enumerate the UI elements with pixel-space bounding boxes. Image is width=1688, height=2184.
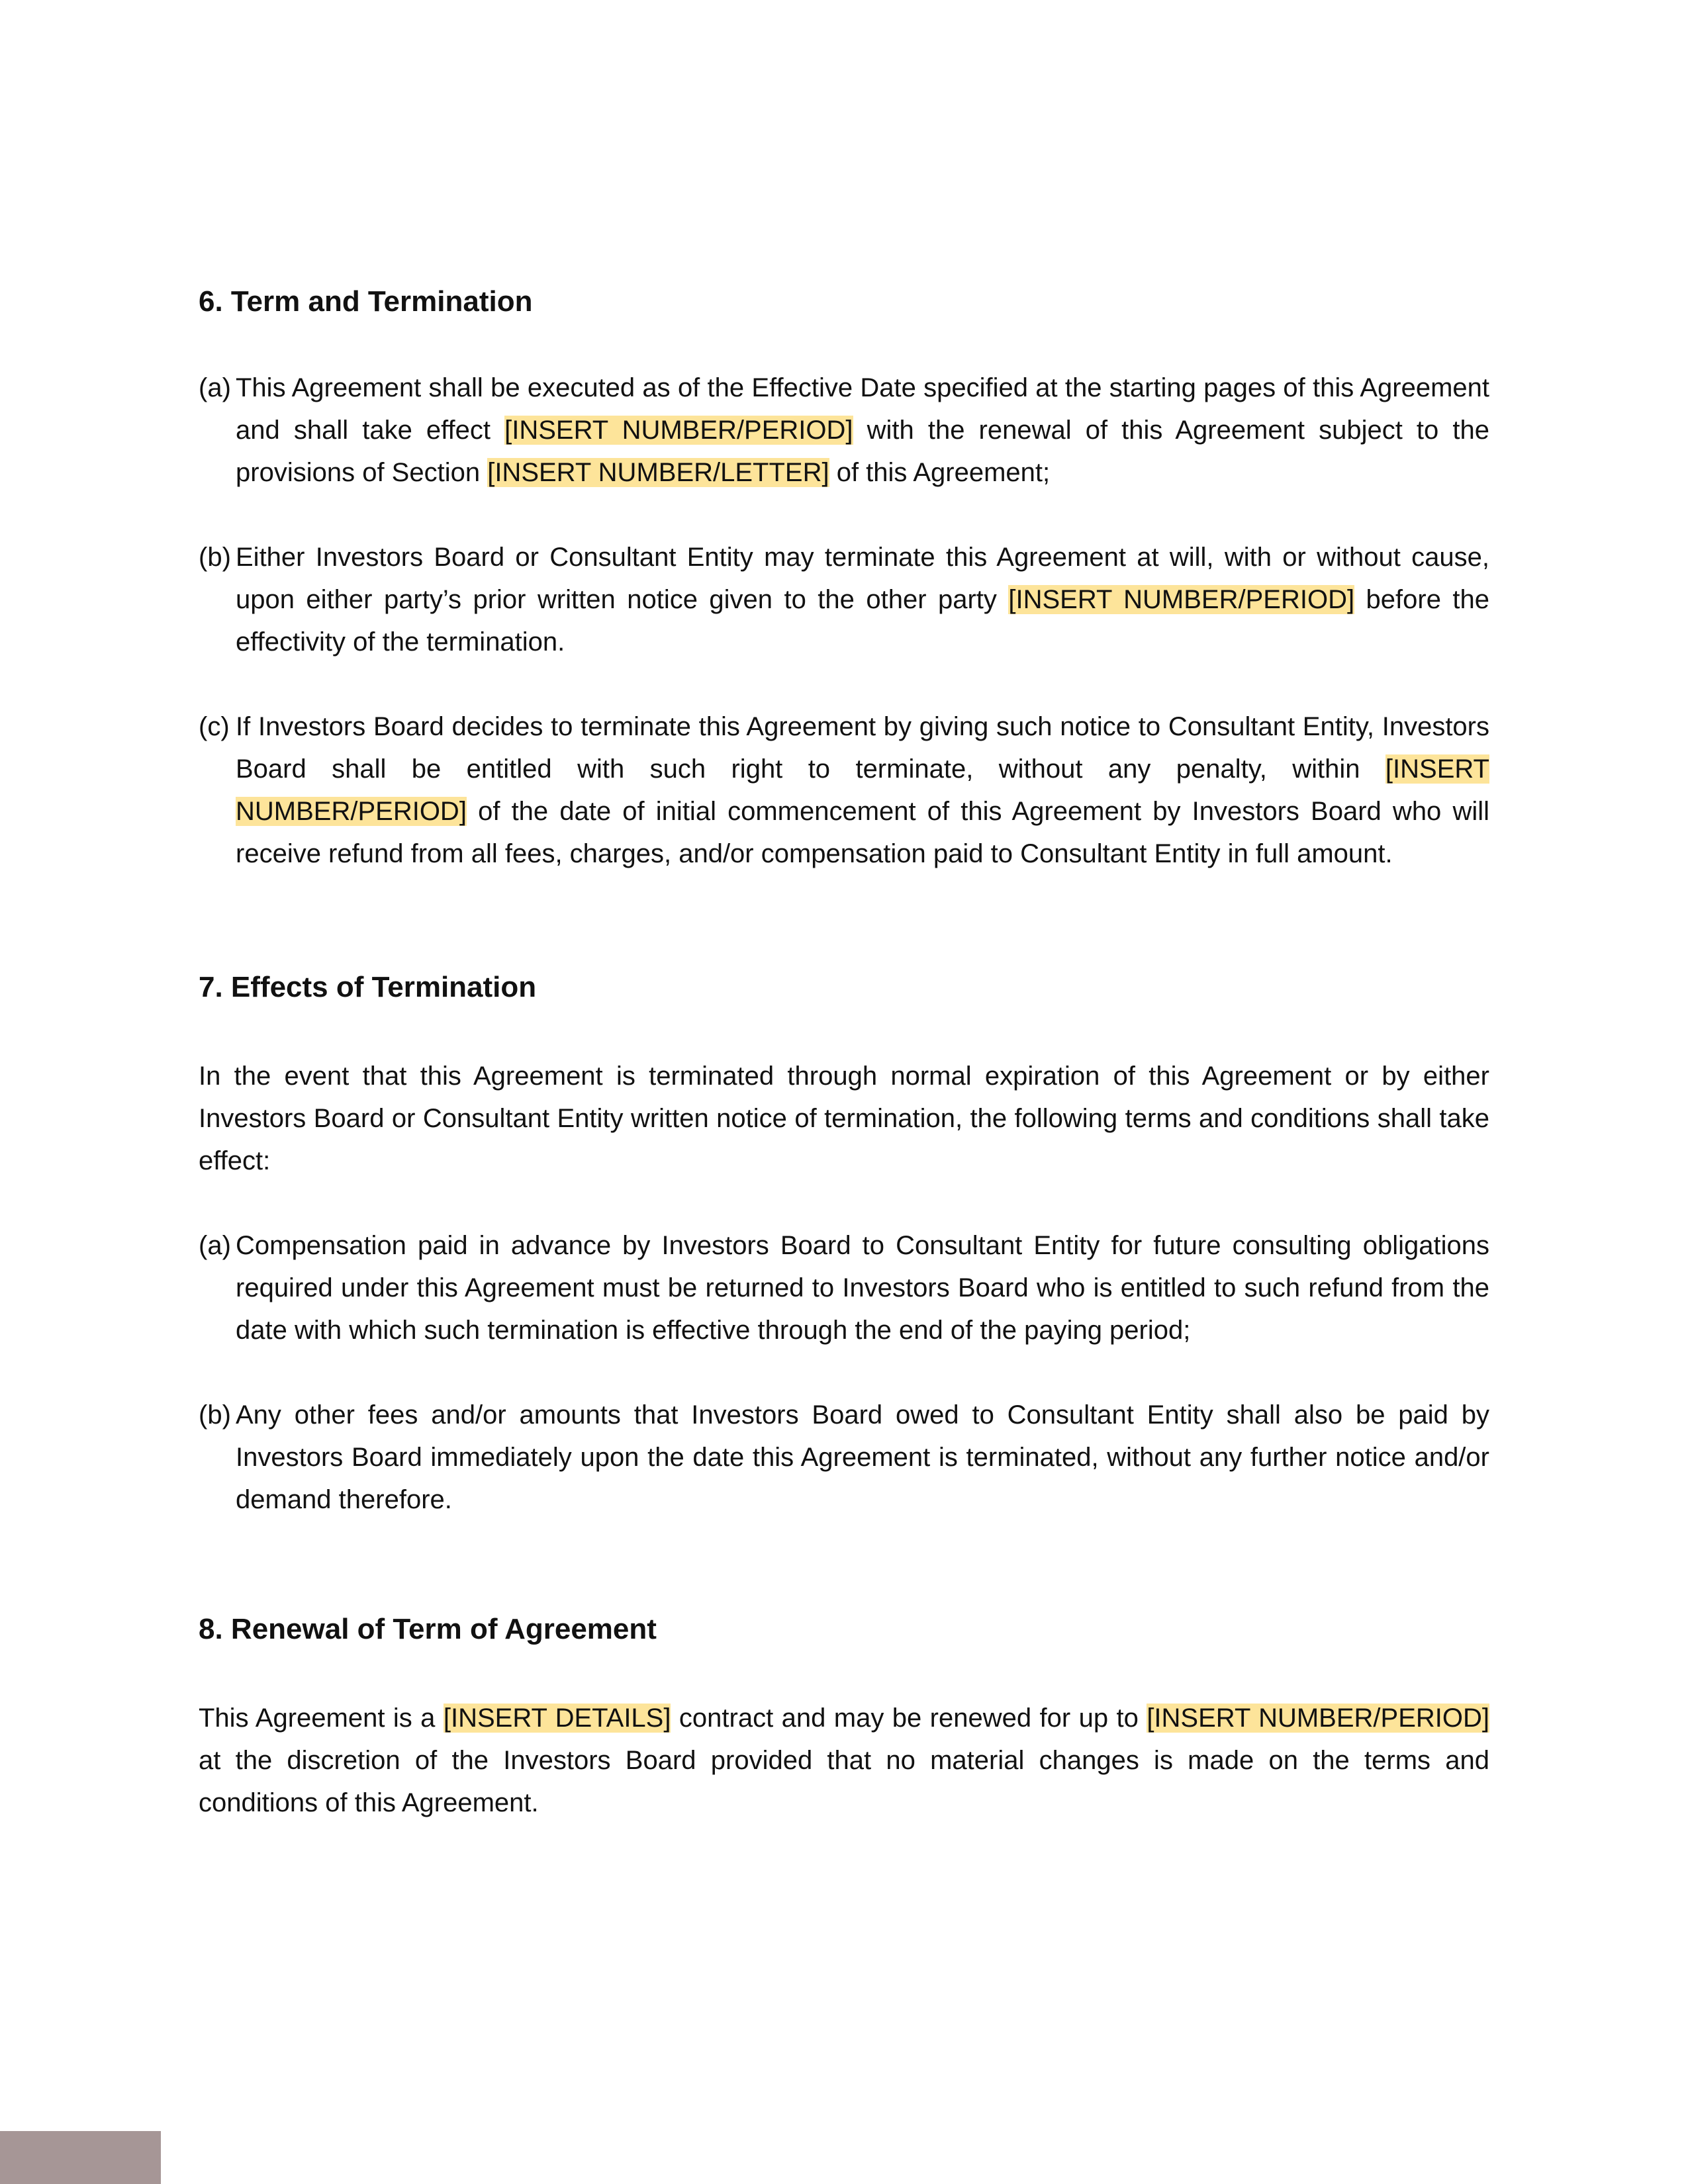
placeholder-highlight: [INSERT DETAILS] (443, 1704, 671, 1733)
section-7-item-b (199, 1394, 1489, 1521)
placeholder-highlight: [INSERT NUMBER/PERIOD] (504, 416, 853, 445)
placeholder-highlight: [INSERT NUMBER/LETTER] (487, 458, 829, 487)
item-marker: (b) (199, 1400, 231, 1430)
item-text: If Investors Board decides to terminate this Agreement by giving such notice to Consultant Entity, Investors Board shall be entitled with such right to terminate, without any penalty, within (236, 712, 1489, 784)
item-text: with the renewal of this Agreement subject to the provisions of Section (236, 416, 1489, 487)
footer-accent-bar (0, 2131, 161, 2184)
section-7-heading: 7. Effects of Termination (199, 971, 537, 1003)
section-8-heading: 8. Renewal of Term of Agreement (199, 1613, 657, 1645)
placeholder-highlight: [INSERT NUMBER/PERIOD] (1147, 1704, 1490, 1733)
item-marker: (c) (199, 712, 230, 741)
item-text: before the effectivity of the termination. (236, 585, 1490, 657)
section-6-item-b (199, 536, 1489, 663)
item-marker: (a) (199, 373, 231, 402)
paragraph-text: This Agreement is a (199, 1704, 444, 1733)
item-text: of the date of initial commencement of this Agreement by Investors Board who will receive refund from all fees, charges, and/or compensation paid to Consultant Entity in full amount. (236, 797, 1489, 868)
item-body (236, 705, 1489, 875)
item-text: Either Investors Board or Consultant Entity may terminate this Agreement at will, with or without cause, upon either party’s prior written notice given to the other party (236, 543, 1489, 614)
paragraph-text: contract and may be renewed for up to (671, 1704, 1147, 1733)
paragraph-text: at the discretion of the Investors Board provided that no material changes is made on the terms and conditions of this Agreement. (199, 1746, 1489, 1817)
item-body (236, 367, 1489, 494)
section-7-intro: In the event that this Agreement is terminated through normal expiration of this Agreement or by either Investors Board or Consultant Entity written notice of termination, the following terms and conditions shall take effect: (199, 1062, 1489, 1175)
section-6-item-c (199, 705, 1489, 875)
item-text: of this Agreement; (829, 458, 1051, 487)
item-body (236, 536, 1489, 663)
item-body: Compensation paid in advance by Investors Board to Consultant Entity for future consulting obligations required under this Agreement must be returned to Investors Board who is entitled to such refund from the date with which such termination is effective through the end of the paying period; (236, 1231, 1489, 1345)
item-text: This Agreement shall be executed as of the Effective Date specified at the starting pages of this Agreement and shall take effect (236, 373, 1489, 445)
placeholder-highlight: [INSERT NUMBER/PERIOD] (236, 754, 1489, 826)
section-7-item-a (199, 1224, 1489, 1351)
section-6-heading: 6. Term and Termination (199, 285, 533, 318)
item-marker: (a) (199, 1231, 231, 1260)
item-body: Any other fees and/or amounts that Investors Board owed to Consultant Entity shall also be paid by Investors Board immediately upon the date this Agreement is terminated, without any further notice and/or demand therefore. (236, 1400, 1489, 1514)
placeholder-highlight: [INSERT NUMBER/PERIOD] (1008, 585, 1355, 614)
section-6-item-a (199, 367, 1489, 494)
item-marker: (b) (199, 543, 231, 572)
section-8-body (199, 1697, 1489, 1824)
